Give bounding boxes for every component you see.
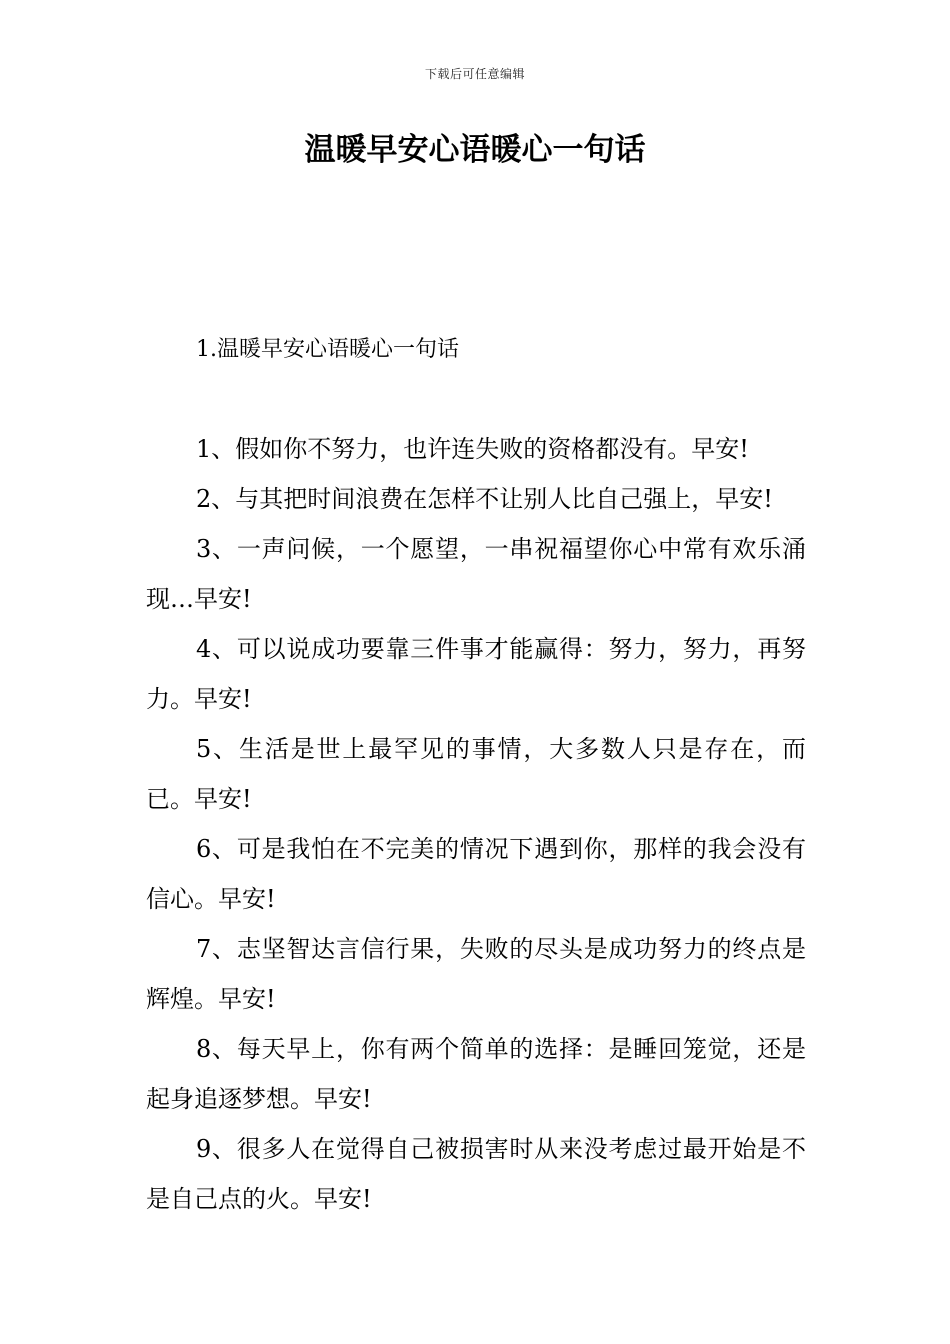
- paragraph: 6、可是我怕在不完美的情况下遇到你，那样的我会没有信心。早安!: [146, 835, 806, 913]
- paragraph: 8、每天早上，你有两个简单的选择：是睡回笼觉，还是起身追逐梦想。早安!: [146, 1035, 806, 1113]
- paragraph: 7、志坚智达言信行果，失败的尽头是成功努力的终点是辉煌。早安!: [146, 935, 806, 1013]
- body-text: [146, 424, 806, 1224]
- paragraph: 4、可以说成功要靠三件事才能赢得：努力，努力，再努力。早安!: [146, 635, 806, 713]
- header-note: 下载后可任意编辑: [424, 67, 525, 81]
- section-heading: 1.温暖早安心语暖心一句话: [196, 337, 459, 362]
- paragraph: 5、生活是世上最罕见的事情，大多数人只是存在，而已。早安!: [146, 735, 806, 813]
- paragraph: 2、与其把时间浪费在怎样不让别人比自己强上，早安!: [196, 485, 773, 513]
- paragraph: 3、一声问候，一个愿望，一串祝福望你心中常有欢乐涌现…早安!: [146, 535, 806, 613]
- paragraph: 1、假如你不努力，也许连失败的资格都没有。早安!: [196, 435, 749, 463]
- document-title: 温暖早安心语暖心一句话: [304, 132, 646, 168]
- paragraph: 9、很多人在觉得自己被损害时从来没考虑过最开始是不是自己点的火。早安!: [146, 1135, 806, 1213]
